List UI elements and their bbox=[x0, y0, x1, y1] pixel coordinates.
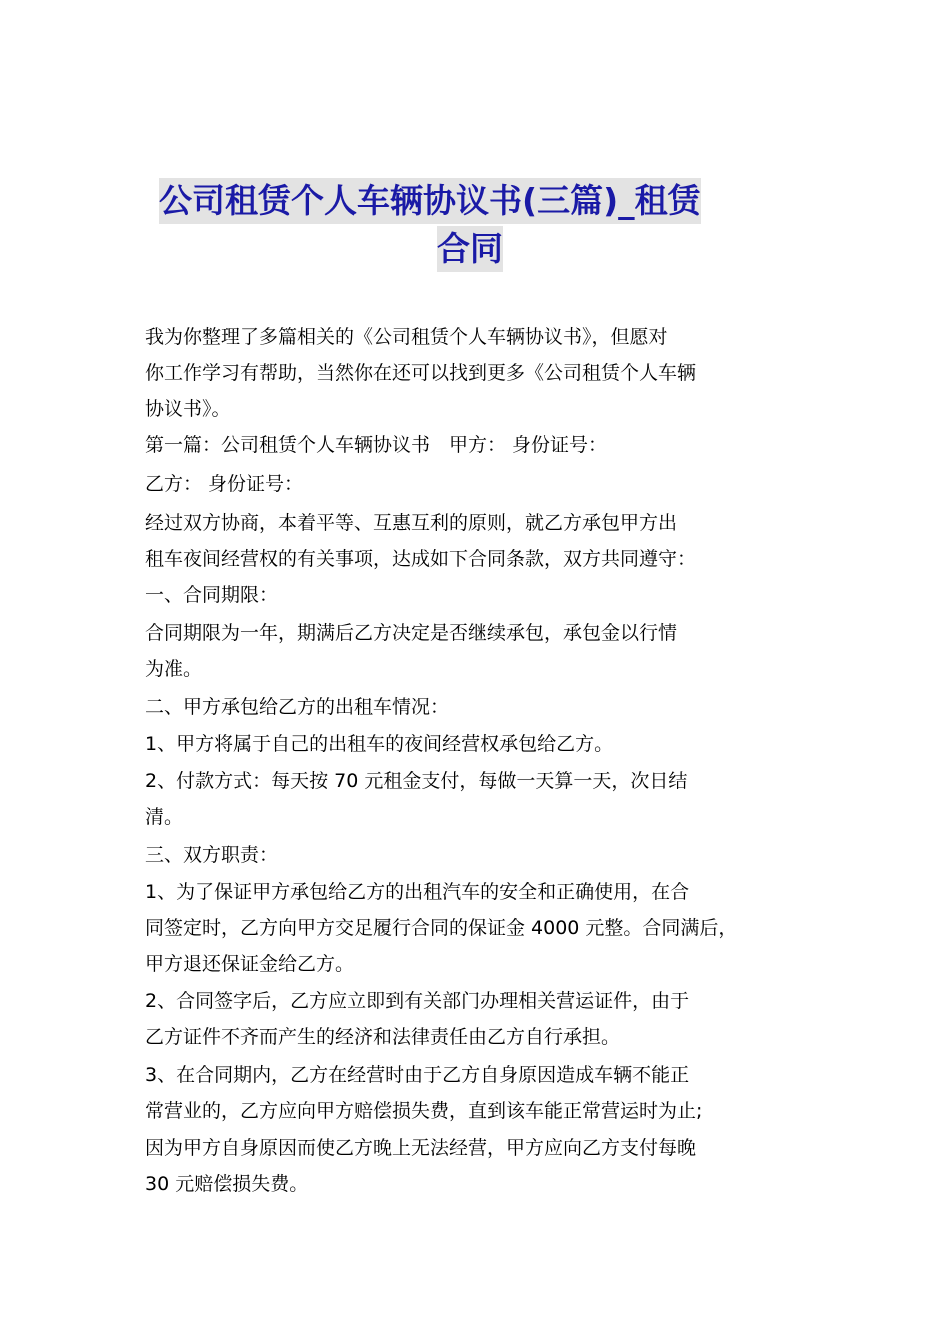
paragraph-line: 1、甲方将属于自己的出租车的夜间经营权承包给乙方。 bbox=[145, 733, 614, 755]
paragraph-line: 30 元赔偿损失费。 bbox=[145, 1173, 309, 1195]
paragraph-line: 3、在合同期内，乙方在经营时由于乙方自身原因造成车辆不能正 bbox=[145, 1064, 690, 1086]
paragraph-line: 1、为了保证甲方承包给乙方的出租汽车的安全和正确使用，在合 bbox=[145, 881, 690, 903]
paragraph-line: 同签定时，乙方向甲方交足履行合同的保证金 4000 元整。合同满后， bbox=[145, 917, 738, 939]
paragraph-line: 经过双方协商，本着平等、互惠互利的原则，就乙方承包甲方出 bbox=[145, 512, 678, 534]
document-title-line-2: 合同 bbox=[437, 226, 503, 272]
paragraph-line: 二、甲方承包给乙方的出租车情况： bbox=[145, 696, 450, 718]
paragraph-line: 因为甲方自身原因而使乙方晚上无法经营，甲方应向乙方支付每晚 bbox=[145, 1137, 697, 1159]
document-title-line-1: 公司租赁个人车辆协议书(三篇)_租赁 bbox=[159, 178, 701, 224]
paragraph-line: 你工作学习有帮助，当然你在还可以找到更多《公司租赁个人车辆 bbox=[145, 362, 697, 384]
paragraph-line: 协议书》。 bbox=[145, 398, 231, 420]
paragraph-line: 一、合同期限： bbox=[145, 584, 279, 606]
paragraph-line: 第一篇：公司租赁个人车辆协议书 甲方： 身份证号： bbox=[145, 434, 608, 456]
paragraph-line: 清。 bbox=[145, 806, 184, 828]
paragraph-line: 甲方退还保证金给乙方。 bbox=[145, 953, 355, 975]
paragraph-line: 租车夜间经营权的有关事项，达成如下合同条款，双方共同遵守： bbox=[145, 548, 697, 570]
paragraph-line: 常营业的，乙方应向甲方赔偿损失费，直到该车能正常营运时为止; bbox=[145, 1100, 703, 1122]
paragraph-line: 三、双方职责： bbox=[145, 844, 279, 866]
paragraph-line: 为准。 bbox=[145, 658, 203, 680]
paragraph-line: 乙方证件不齐而产生的经济和法律责任由乙方自行承担。 bbox=[145, 1026, 621, 1048]
paragraph-line: 合同期限为一年，期满后乙方决定是否继续承包，承包金以行情 bbox=[145, 622, 678, 644]
paragraph-line: 2、合同签字后，乙方应立即到有关部门办理相关营运证件，由于 bbox=[145, 990, 690, 1012]
paragraph-line: 乙方： 身份证号： bbox=[145, 473, 304, 495]
paragraph-line: 2、付款方式：每天按 70 元租金支付，每做一天算一天，次日结 bbox=[145, 770, 688, 792]
paragraph-line: 我为你整理了多篇相关的《公司租赁个人车辆协议书》，但愿对 bbox=[145, 326, 668, 348]
